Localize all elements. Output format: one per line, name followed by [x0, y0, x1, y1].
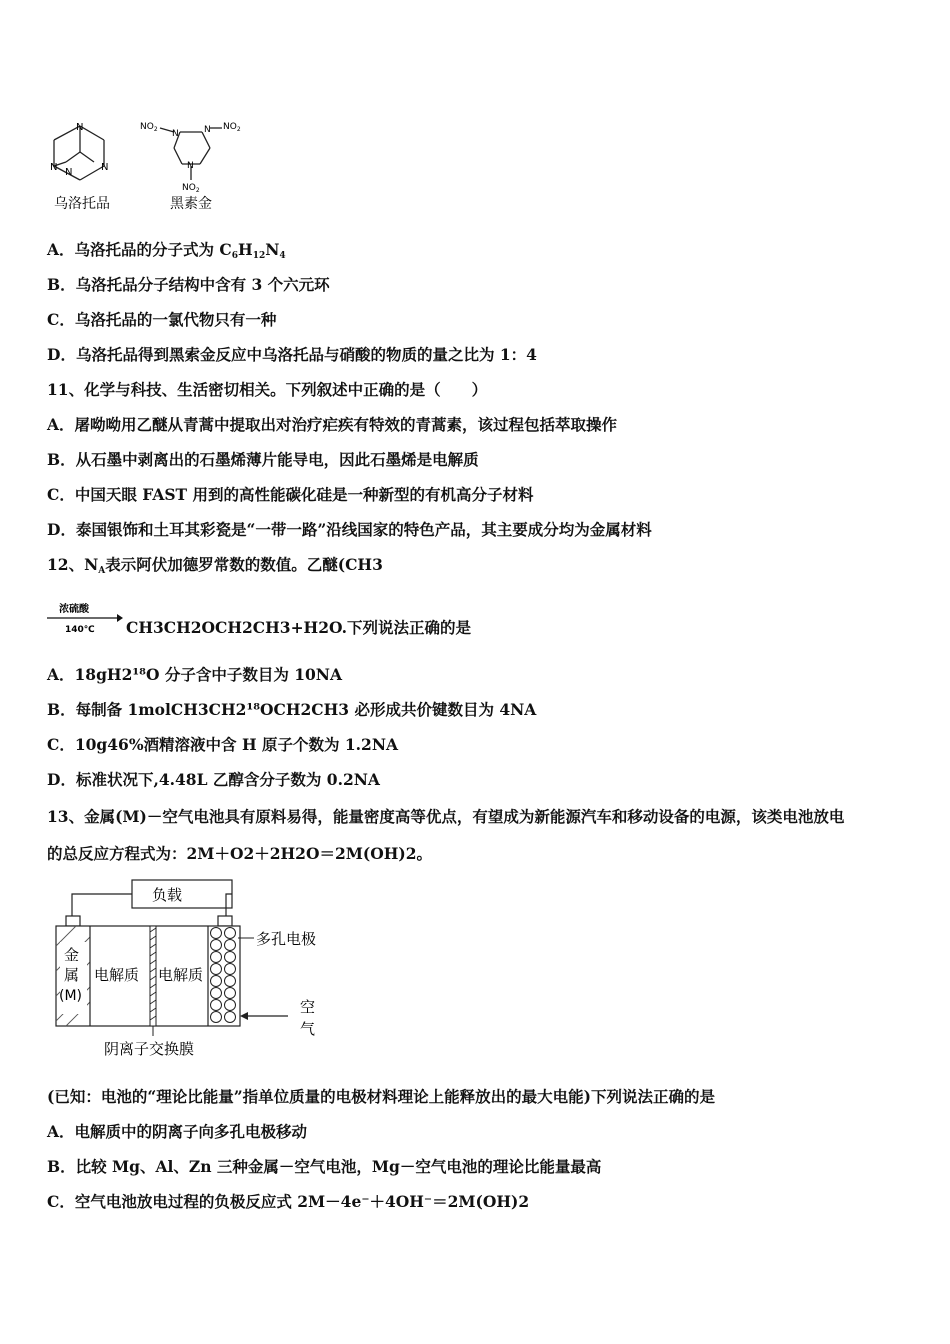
electrolyte-left-label: 电解质: [94, 966, 140, 984]
q12-option-c: C．10g46%酒精溶液中含 H 原子个数为 1.2NA: [47, 735, 399, 754]
q10-option-b: B．乌洛托品分子结构中含有 3 个六元环: [47, 275, 330, 294]
q10-option-a: A．乌洛托品的分子式为 $C_6H_{12}N_4$: [47, 240, 286, 261]
q11-option-a: A．屠呦呦用乙醚从青蒿中提取出对治疗疟疾有特效的青蒿素，该过程包括萃取操作: [47, 415, 618, 434]
q12-stem-formula: 3: [372, 555, 383, 574]
air-label-2: 气: [300, 1020, 316, 1038]
q13-option-c: C．空气电池放电过程的负极反应式 2M－4e⁻＋4OH⁻＝2M(OH)2: [47, 1192, 530, 1211]
atom-n-left: N: [50, 162, 58, 173]
air-label-1: 空: [300, 998, 316, 1016]
metal-label-3: (M): [59, 988, 83, 1004]
q13-note: (已知：电池的“理论比能量”指单位质量的电极材料理论上能释放出的最大电能)下列说法正确的是: [47, 1087, 716, 1106]
rdx-label: 黑素金: [170, 196, 212, 212]
q11-option-d: D．泰国银饰和土耳其彩瓷是“一带一路”沿线国家的特色产品，其主要成分均为金属材料: [47, 520, 652, 539]
rdx-n3: N: [187, 161, 194, 171]
q13-stem-line1: 13、金属(M)－空气电池具有原料易得，能量密度高等优点，有望成为新能源汽车和移动设备的电源，该类电池放电: [47, 807, 845, 826]
rdx-n1: N: [172, 129, 179, 139]
electrolyte-right-label: 电解质: [158, 966, 204, 984]
urotropine-structure: [54, 126, 104, 180]
q13-stem-line2: 的总反应方程式为：2M＋O2＋2H2O＝2M(OH)2。: [47, 844, 432, 863]
atom-n-center: N: [65, 167, 73, 178]
load-label: 负载: [152, 886, 183, 904]
porous-electrode-label: 多孔电极: [256, 930, 317, 948]
q11-stem: 11、化学与科技、生活密切相关。下列叙述中正确的是（ ）: [47, 380, 488, 399]
q13-option-b: B．比较 Mg、Al、Zn 三种金属－空气电池，Mg－空气电池的理论比能量最高: [47, 1157, 602, 1176]
rdx-structure: [160, 128, 222, 180]
q13-option-a: A．电解质中的阴离子向多孔电极移动: [47, 1122, 308, 1141]
urotropine-label: 乌洛托品: [54, 196, 110, 212]
no2-left: $NO_2$: [140, 122, 158, 133]
arrow-temp-label: 140℃: [65, 625, 95, 635]
no2-right: $NO_2$: [223, 122, 241, 133]
atom-n-top: N: [76, 122, 84, 133]
q10-option-d: D．乌洛托品得到黑索金反应中乌洛托品与硝酸的物质的量之比为 1：4: [47, 345, 537, 364]
atom-n-right: N: [101, 162, 109, 173]
no2-bottom: $NO_2$: [182, 183, 200, 194]
metal-label-1: 金: [64, 946, 80, 964]
q12-line2: CH3CH2OCH2CH3+H2O.下列说法正确的是: [126, 618, 471, 637]
q12-option-a: A．18gH2¹⁸O 分子含中子数目为 10NA: [47, 665, 343, 684]
battery-diagram: [50, 876, 350, 1062]
membrane-label: 阴离子交换膜: [104, 1040, 195, 1058]
q11-option-c: C．中国天眼 FAST 用到的高性能碳化硅是一种新型的有机高分子材料: [47, 485, 534, 504]
q12-stem: 12、$N_A$表示阿伏加德罗常数的数值。乙醚(CH3: [47, 555, 383, 576]
structure-figure: [40, 112, 260, 214]
q11-option-b: B．从石墨中剥离出的石墨烯薄片能导电，因此石墨烯是电解质: [47, 450, 479, 469]
q12-option-b: B．每制备 1molCH3CH2¹⁸OCH2CH3 必形成共价键数目为 4NA: [47, 700, 537, 719]
arrow-catalyst-label: 浓硫酸: [59, 604, 89, 615]
rdx-n2: N: [204, 125, 211, 135]
reaction-arrow: [45, 600, 123, 638]
q12-option-d: D．标准状况下,4.48L 乙醇含分子数为 0.2NA: [47, 770, 380, 789]
q10-option-c: C．乌洛托品的一氯代物只有一种: [47, 310, 277, 329]
metal-label-2: 属: [64, 966, 80, 984]
